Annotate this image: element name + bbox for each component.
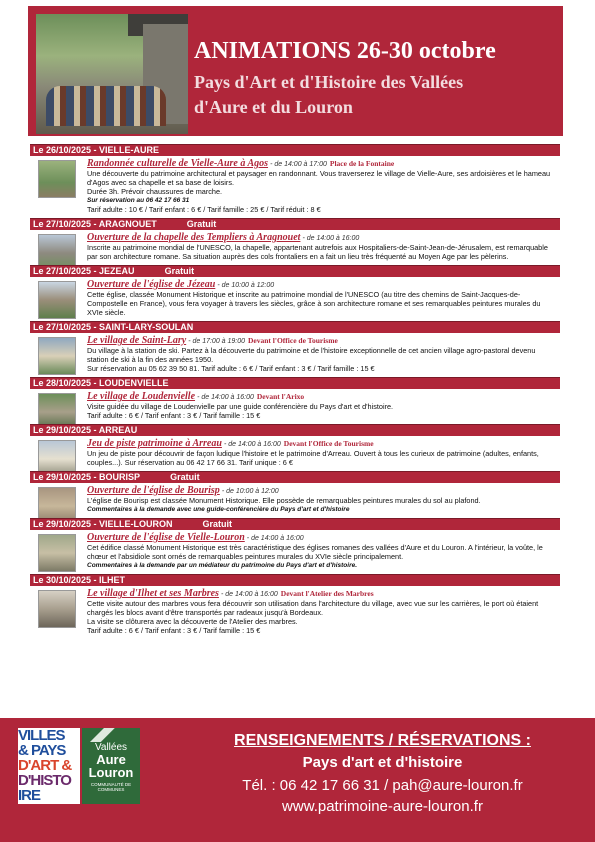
event-description: Inscrite au patrimoine mondial de l'UNESCO, la chapelle, appartenant autrefois aux Hospitaliers-de-Saint-Jean-de-Jérusalem, est remarquable par son architecture romane. Sa situation auprès des cols frontaliers en a fait un lieu très fréquenté au Moyen Age par les pèlerins. (87, 243, 548, 261)
event-item (30, 321, 560, 377)
event-title: Le village de Loudenvielle (87, 391, 196, 402)
event-time: - de 10:00 à 12:00 (217, 282, 275, 289)
contact-heading: RENSEIGNEMENTS / RÉSERVATIONS : (234, 732, 531, 749)
event-date-bar: Le 29/10/2025 - VIELLE-LOURON Gratuit (30, 518, 560, 530)
event-note: Commentaires à la demande par un médiateur du patrimoine du Pays d'art et d'histoire. (87, 562, 358, 569)
event-title: Ouverture de l'église de Bourisp (87, 485, 220, 496)
event-description: Du village à la station de ski. Partez à la découverte du patrimoine et de l'histoire exceptionnelle de cet ancien village agro-pastoral devenu station de ski à la fin des années 1950. (87, 346, 536, 364)
event-date-bar: Le 27/10/2025 - SAINT-LARY-SOULAN (30, 321, 560, 333)
event-time: - de 14:00 à 16:00 (197, 394, 254, 401)
event-place: Devant l'Office de Tourisme (248, 336, 338, 345)
event-time: - de 14:00 à 16:00 (246, 535, 304, 542)
event-body (87, 333, 560, 377)
event-item (30, 265, 560, 321)
event-description: Durée 3h. Prévoir chaussures de marche. (87, 187, 223, 196)
event-body (87, 277, 560, 321)
event-photo (38, 337, 76, 375)
event-body (87, 586, 560, 639)
event-item (30, 377, 560, 424)
contact-website-link[interactable]: www.patrimoine-aure-louron.fr (282, 798, 483, 815)
page-subtitle: Pays d'Art et d'Histoire des Vallées d'Aure et du Louron (194, 72, 464, 117)
event-body (87, 230, 560, 265)
event-place: Devant l'Arixo (256, 392, 305, 401)
event-item (30, 144, 560, 218)
contact-phone-email[interactable]: Tél. : 06 42 17 66 31 / pah@aure-louron.fr (242, 777, 523, 794)
event-date-bar: Le 29/10/2025 - BOURISP Gratuit (30, 471, 560, 483)
event-body (87, 436, 560, 471)
event-date-bar: Le 27/10/2025 - ARAGNOUET Gratuit (30, 218, 560, 230)
event-time: - de 14:00 à 16:00 (220, 591, 278, 598)
event-description: Cette visite autour des marbres vous fera découvrir son utilisation dans l'architecture du village, avec vue sur les carrières, le port où étaient chargés les blocs avant d'être transportés par radeaux jusqu'à Bordeaux. (87, 599, 539, 617)
event-photo (38, 160, 76, 198)
page-title: ANIMATIONS 26-30 octobre (194, 38, 496, 64)
event-place: Place de la Fontaine (329, 159, 395, 168)
free-badge: Gratuit (170, 472, 200, 482)
header-photo (36, 14, 188, 134)
event-date-bar: Le 29/10/2025 - ARREAU (30, 424, 560, 436)
event-title: Ouverture de l'église de Jézeau (87, 279, 216, 290)
footer (0, 718, 595, 842)
event-description: Un jeu de piste pour découvrir de façon ludique l'histoire et le patrimoine d'Arreau. Ouvert à tous les curieux de patrimoine (adultes, enfants, couples...). Sur réservation au 06 42 17 66 31. Tarif unique : 6 € (87, 449, 539, 467)
event-body (87, 483, 560, 518)
event-description: Visite guidée du village de Loudenvielle par une guide conférencière du Pays d'art et d'histoire. (87, 402, 394, 411)
event-date-bar: Le 27/10/2025 - JEZEAU Gratuit (30, 265, 560, 277)
event-item (30, 424, 560, 471)
event-photo (38, 281, 76, 319)
event-description: La visite se clôturera avec la découverte de l'Atelier des marbres. (87, 617, 298, 626)
event-description: Cet édifice classé Monument Historique est très caractéristique des églises romanes des vallées d'Aure et du Louron. A l'intérieur, la voûte, le chœur et l'absidiole sont ornés de remarquables peintures murales du XVIe siècle principalement. (87, 543, 543, 561)
event-place: Devant l'Atelier des Marbres (280, 589, 374, 598)
event-time: - de 14:00 à 16:00 (223, 441, 281, 448)
event-note: Commentaires à la demande avec une guide-conférencière du Pays d'art et d'histoire (87, 506, 350, 513)
vallees-aure-louron-logo: Vallées Aure Louron COMMUNAUTÉ DE COMMUNES (82, 728, 140, 804)
event-body (87, 389, 560, 424)
event-photo (38, 590, 76, 628)
event-item (30, 574, 560, 639)
event-item (30, 518, 560, 574)
event-title: Le village d'Ilhet et ses Marbres (87, 588, 219, 599)
villes-pays-art-histoire-logo: VILLES & PAYS D'ART & D'HISTO IRE (18, 728, 80, 804)
event-title: Jeu de piste patrimoine à Arreau (87, 438, 222, 449)
event-place: Devant l'Office de Tourisme (283, 439, 374, 448)
event-description: Tarif adulte : 6 € / Tarif enfant : 3 € / Tarif famille : 15 € (87, 411, 261, 420)
event-time: - de 17:00 à 19:00 (188, 338, 246, 345)
event-description: L'église de Bourisp est classée Monument Historique. Elle possède de remarquables peintures murales du sol au plafond. (87, 496, 481, 505)
event-description: Tarif adulte : 6 € / Tarif enfant : 3 € / Tarif famille : 15 € (87, 626, 261, 635)
event-photo (38, 534, 76, 572)
event-tarif: Tarif adulte : 10 € / Tarif enfant : 6 € / Tarif famille : 25 € / Tarif réduit : 8 € (87, 205, 321, 214)
contact-org: Pays d'art et d'histoire (302, 754, 463, 771)
free-badge: Gratuit (164, 266, 195, 276)
event-time: - de 10:00 à 12:00 (221, 488, 279, 495)
contact-block (190, 732, 575, 815)
event-item (30, 471, 560, 518)
event-title: Ouverture de l'église de Vielle-Louron (87, 532, 245, 543)
event-date-bar: Le 26/10/2025 - VIELLE-AURE (30, 144, 560, 156)
event-date-bar: Le 30/10/2025 - ILHET (30, 574, 560, 586)
mountain-icon (82, 728, 140, 742)
event-description: Cette église, classée Monument Historique et inscrite au patrimoine mondial de l'UNESCO (au titre des chemins de Saint-Jacques-de-Compostelle en France), vous fera voyager à travers les siècles, grâce à son architecture romane et ses remarquables peintures murales du XVIe siècle. (87, 290, 541, 317)
event-description: Une découverte du patrimoine architectural et paysager en randonnant. Vous traverserez le village de Vielle-Aure, ses ardoisières et le hameau d'Agos avec sa chapelle et sa base de loisirs. (87, 169, 551, 187)
event-date-bar: Le 28/10/2025 - LOUDENVIELLE (30, 377, 560, 389)
event-title: Randonnée culturelle de Vielle-Aure à Agos (87, 158, 269, 169)
event-time: - de 14:00 à 16:00 (302, 235, 360, 242)
event-description: Sur réservation au 05 62 39 50 81. Tarif adulte : 6 € / Tarif enfant : 3 € / Tarif famille : 15 € (87, 364, 375, 373)
event-note: Sur réservation au 06 42 17 66 31 (87, 197, 190, 204)
free-badge: Gratuit (202, 519, 233, 529)
event-body (87, 530, 560, 574)
event-body (87, 156, 560, 218)
event-title: Le village de Saint-Lary (87, 335, 187, 346)
events-list (30, 144, 560, 639)
event-title: Ouverture de la chapelle des Templiers à Aragnouet (87, 232, 301, 243)
free-badge: Gratuit (186, 219, 217, 229)
header-banner (28, 6, 563, 136)
event-time: - de 14:00 à 17:00 (270, 161, 327, 168)
event-item (30, 218, 560, 265)
